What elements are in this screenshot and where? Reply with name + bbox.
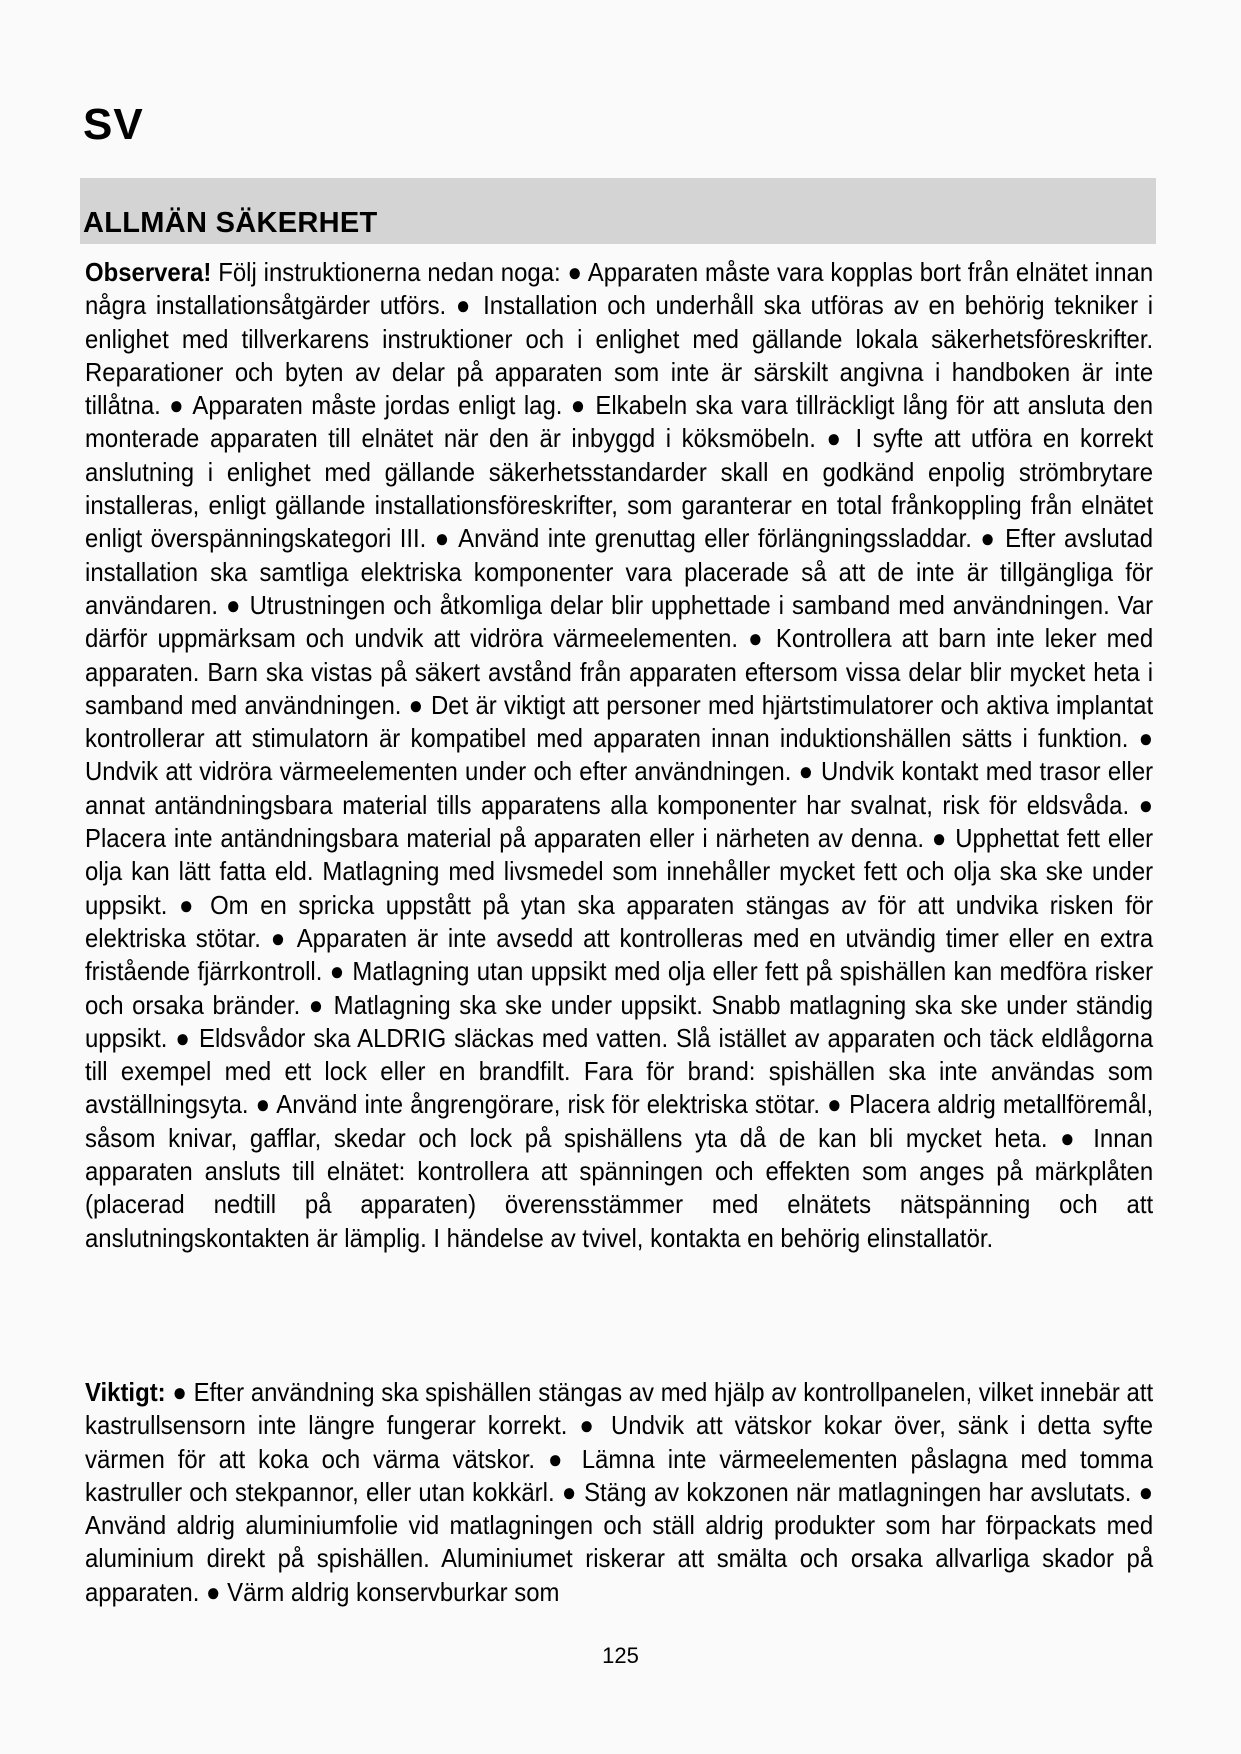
important-paragraph xyxy=(85,1376,1154,1609)
important-text: ● Efter användning ska spishällen stängas av med hjälp av kontrollpanelen, vilket innebär att kastrullsensorn inte längre fungerar korrekt. ● Undvik att vätskor kokar över, sänk i detta syfte värmen för att koka och värma vätskor. ● Lämna inte värmeelementen påslagna med tomma kastruller och stekpannor, eller utan kokkärl. ● Stäng av kokzonen när matlagningen har avslutats. ● Använd aldrig aluminiumfolie vid matlagningen och ställ aldrig produkter som har förpackats med aluminium direkt på spishällen. Aluminiumet riskerar att smälta och orsaka allvarliga skador på apparaten. ● Värm aldrig konservburkar som xyxy=(85,1377,1154,1607)
general-safety-paragraph xyxy=(85,256,1154,1255)
observe-label: Observera! xyxy=(85,257,212,287)
general-safety-text: Följ instruktionerna nedan noga: ● Apparaten måste vara kopplas bort från elnätet innan några installationsåtgärder utförs. ● Installation och underhåll ska utföras av en behörig tekniker i enlighet med tillverkarens instruktioner och i enlighet med gällande lokala säkerhetsföreskrifter. Reparationer och byten av delar på apparaten som inte är särskilt angivna i handboken är inte tillåtna. ● Apparaten måste jordas enligt lag. ● Elkabeln ska vara tillräckligt lång för att ansluta den monterade apparaten till elnätet när den är inbyggd i köksmöbeln. ● I syfte att utföra en korrekt anslutning i enlighet med gällande säkerhetsstandarder skall en godkänd enpolig strömbrytare installeras, enligt gällande installationsföreskrifter, som garanterar en total frånkoppling från elnätet enligt överspänningskategori III. ● Använd inte grenuttag eller förlängningssladdar. ● Efter avslutad installation ska samtliga elektriska komponenter vara placerade så att de inte är tillgängliga för användaren. ● Utrustningen och åtkomliga delar blir upphettade i samband med användningen. Var därför uppmärksam och undvik att vidröra värmeelementen. ● Kontrollera att barn inte leker med apparaten. Barn ska vistas på säkert avstånd från apparaten eftersom vissa delar blir mycket heta i samband med användningen. ● Det är viktigt att personer med hjärtstimulatorer och aktiva implantat kontrollerar att stimulatorn är kompatibel med apparaten innan induktionshällen sätts i funktion. ● Undvik att vidröra värmeelementen under och efter användningen. ● Undvik kontakt med trasor eller annat antändningsbara material tills apparatens alla komponenter har svalnat, risk för eldsvåda. ● Placera inte antändningsbara material på apparaten eller i närheten av denna. ● Upphettat fett eller olja kan lätt fatta eld. Matlagning med livsmedel som innehåller mycket fett och olja ska ske under uppsikt. ● Om en spricka uppstått på ytan ska apparaten stängas av för att undvika risken för elektriska stötar. ● Apparaten är inte avsedd att kontrolleras med en utvändig timer eller en extra fristående fjärrkontroll. ● Matlagning utan uppsikt med olja eller fett på spishällen kan medföra risker och orsaka bränder. ● Matlagning ska ske under uppsikt. Snabb matlagning ska ske under ständig uppsikt. ● Eldsvådor ska ALDRIG släckas med vatten. Slå istället av apparaten och täck eldlågorna till exempel med ett lock eller en brandfilt. Fara för brand: spishällen ska inte användas som avställningsyta. ● Använd inte ångrengörare, risk för elektriska stötar. ● Placera aldrig metallföremål, såsom knivar, gafflar, skedar och lock på spishällens yta då de kan bli mycket heta. ● Innan apparaten ansluts till elnätet: kontrollera att spänningen och effekten som anges på märkplåten (placerad nedtill på apparaten) överensstämmer med elnätets nätspänning och att anslutningskontakten är lämplig. I händelse av tvivel, kontakta en behörig elinstallatör. xyxy=(85,257,1154,1253)
section-header-bar xyxy=(80,178,1156,244)
language-code: SV xyxy=(83,100,144,149)
important-body xyxy=(85,1376,1153,1609)
general-safety-body xyxy=(85,256,1153,1255)
page-number: 125 xyxy=(602,1643,639,1668)
section-title: ALLMÄN SÄKERHET xyxy=(83,207,378,239)
important-label: Viktigt: xyxy=(85,1377,166,1407)
